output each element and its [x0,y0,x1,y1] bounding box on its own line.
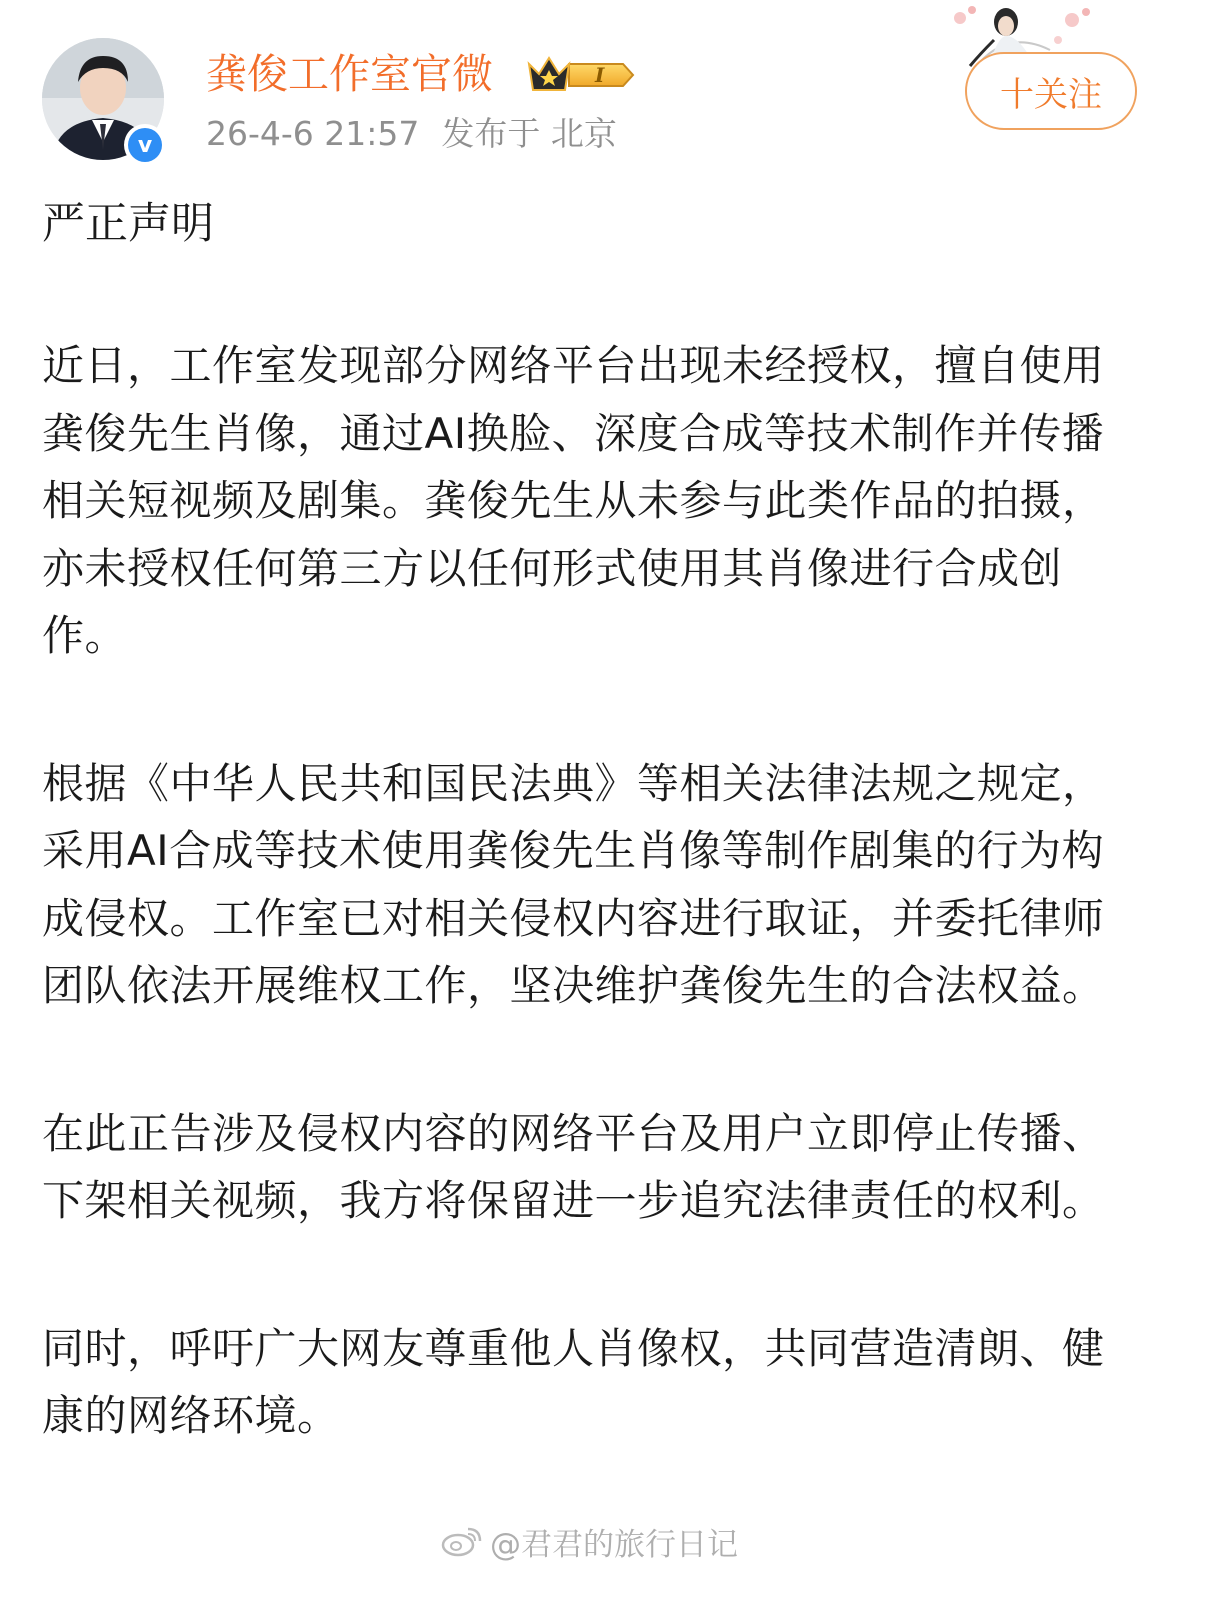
post-meta [206,112,617,156]
post-title: 严正声明 [42,199,214,249]
paragraph: 同时，呼吁广大网友尊重他人肖像权，共同营造清朗、健康的网络环境。 [42,1323,1105,1440]
author-name[interactable]: 龚俊工作室官微 [206,50,493,98]
badge-level: I [595,63,605,87]
post-timestamp: 26-4-6 21:57 [206,114,420,153]
paragraph: 在此正告涉及侵权内容的网络平台及用户立即停止传播、下架相关视频，我方将保留进一步追究法律责任的权利。 [42,1108,1105,1225]
verified-icon: v [124,124,166,166]
follow-button[interactable] [965,52,1137,130]
post-header [0,0,1206,175]
post-location: 发布于 北京 [441,114,617,153]
paragraph: 根据《中华人民共和国民法典》等相关法律法规之规定，采用AI合成等技术使用龚俊先生肖像等制作剧集的行为构成侵权。工作室已对相关侵权内容进行取证，并委托律师团队依法开展维权工作，坚决维护龚俊先生的合法权益。 [42,758,1105,1010]
follow-label: 十关注 [1000,74,1102,115]
paragraph: 近日，工作室发现部分网络平台出现未经授权，擅自使用龚俊先生肖像，通过AI换脸、深度合成等技术制作并传播相关短视频及剧集。龚俊先生从未参与此类作品的拍摄，亦未授权任何第三方以任何形式使用其肖像进行合成创作。 [42,341,1105,660]
crown-icon[interactable] [525,52,637,98]
watermark-text: @君君的旅行日记 [490,1526,738,1563]
post-body [42,196,1132,1450]
watermark [440,1518,738,1564]
weibo-logo-icon [440,1523,484,1559]
